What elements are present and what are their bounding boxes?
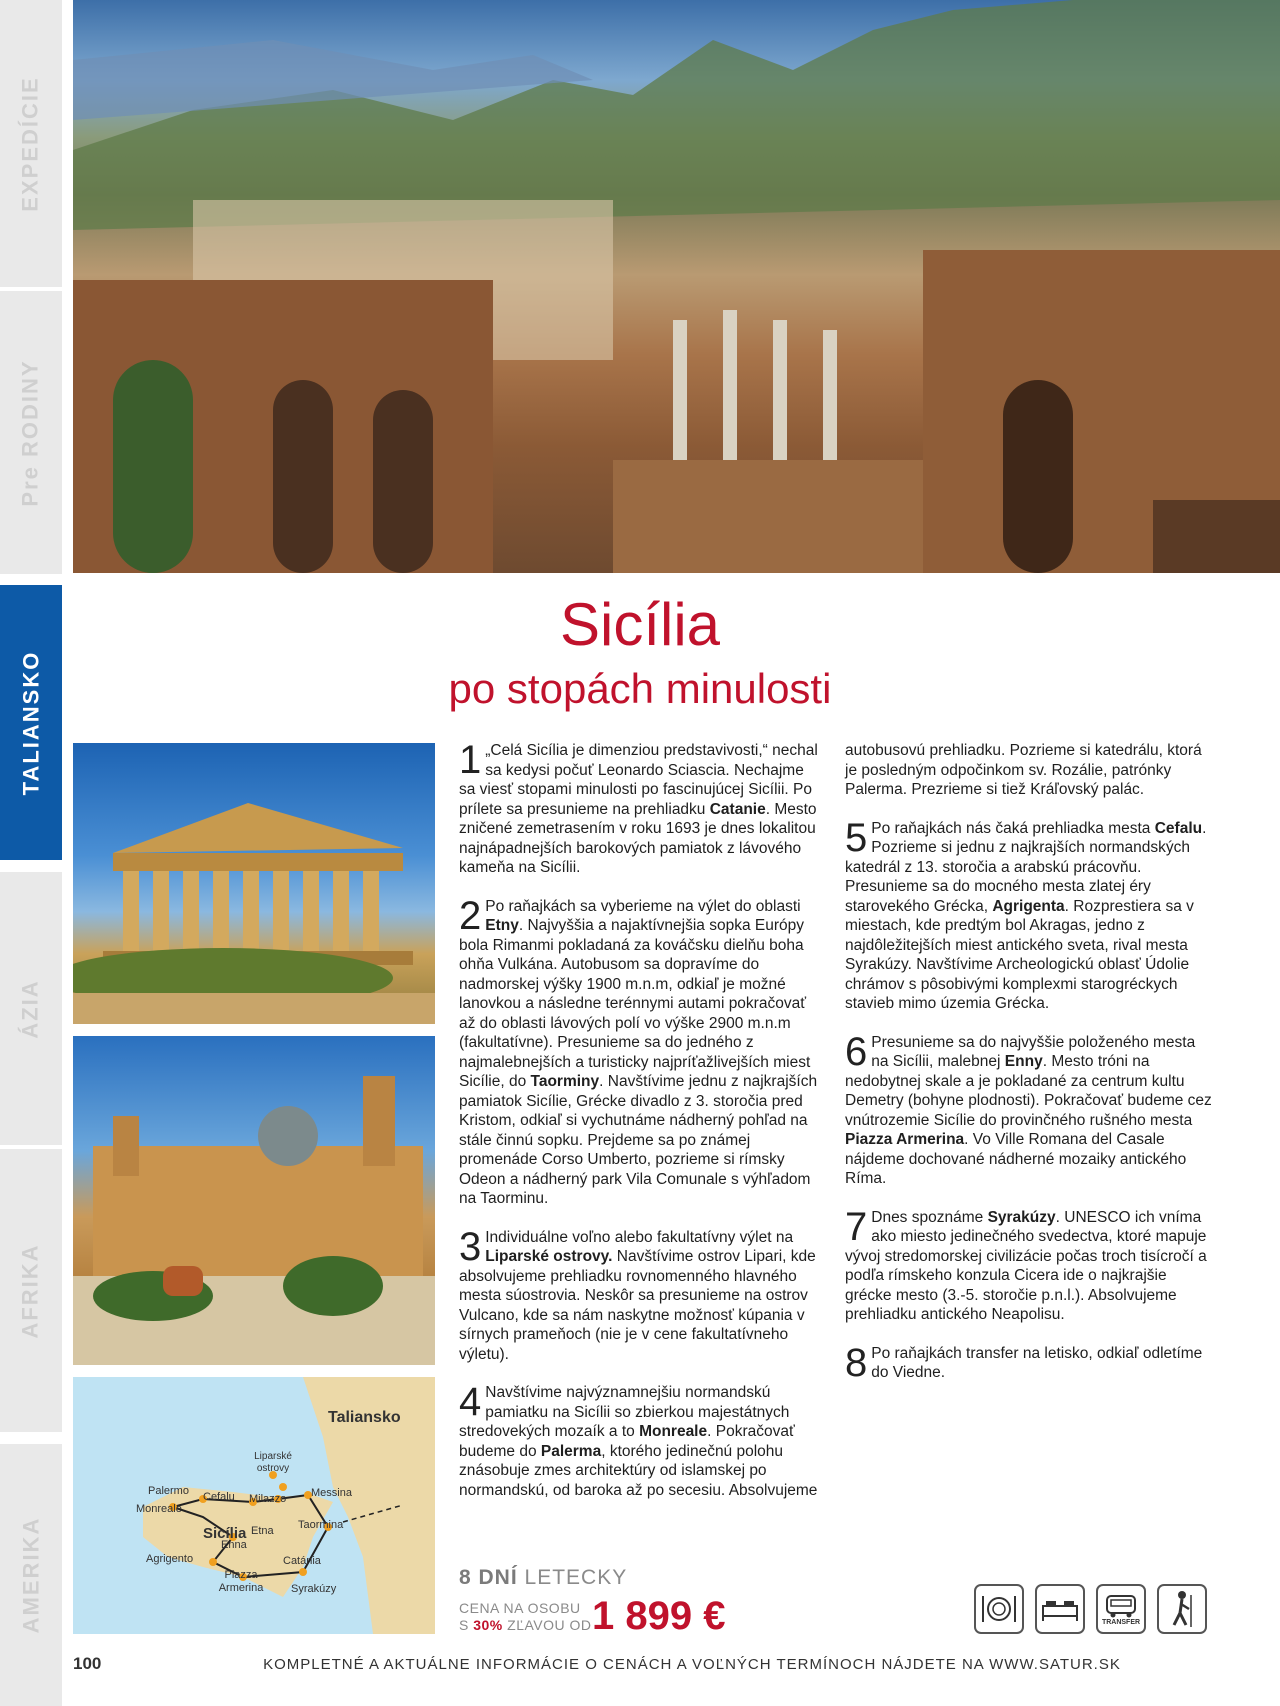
page-subtitle: po stopách minulosti (448, 665, 832, 712)
map-label-milazzo: Milazzo (249, 1493, 287, 1505)
hiking-icon (1157, 1584, 1207, 1634)
photo-agrigento-temple (73, 743, 435, 1024)
itinerary-column-1 (459, 738, 821, 1519)
transfer-bus-icon: TRANSFER (1096, 1584, 1146, 1634)
itinerary-day: 2 Po raňajkách sa vyberieme na výlet do oblasti Etny. Najvyššia a najaktívnejšia sopka Európy bola Rimanmi pokladaná za kováčsku dielňu boha ohňa Vulkána. Autobusom sa dopravíme do nadmorskej výšky 1900 m.n.m, odkiaľ je možné lanovkou a následne terénnymi autami pokračovať až do oblasti lávových polí vo výške 2900 m.n.m (fakultatívne). Presunieme sa do jedného z najmalebnejších a turisticky najpríťažlivejších miest Sicílie, do Taorminy. Navštívime jednu z najkrajších pamiatok Sicílie, Grécke divadlo z 3. storočia pred Kristom, odkiaľ si vychutnáme nádherný pohľad na stále činnú sopku. Prejdeme sa po známej promenáde Corso Umberto, pozrieme si rímsky Odeon a nádherný park Vila Comunale s výhľadom na Taorminu. (459, 893, 818, 1207)
footer-info: KOMPLETNÉ A AKTUÁLNE INFORMÁCIE O CENÁCH A VOĽNÝCH TERMÍNOCH NÁJDETE NA WWW.SATUR.SK (263, 1656, 1121, 1673)
price-amount: 1 899 € (592, 1594, 726, 1638)
day-number: 4 (459, 1380, 482, 1424)
trip-duration: 8 DNÍ LETECKY (459, 1566, 628, 1589)
route-map (73, 1377, 435, 1634)
tab-azia[interactable]: ÁZIA (0, 872, 62, 1145)
tab-taliansko[interactable]: TALIANSKO (0, 585, 62, 860)
map-label-island: Sicília (203, 1525, 247, 1542)
tab-pre-rodiny[interactable]: Pre RODINY (0, 291, 62, 574)
map-label-catania: Catánia (283, 1555, 321, 1567)
itinerary-day: 4 Navštívime najvýznamnejšiu normandskú pamiatku na Sicílii so zbierkou majestátnych stredovekých mozaík a to Monreale. Pokračovať budeme do Palerma, ktorého jedinečnú polohu znásobuje zmes architektúry od islamskej po normandskú, od baroka až po secesiu. Absolvujeme (459, 1380, 818, 1499)
page-number: 100 (73, 1654, 102, 1673)
itinerary-day: 3 Individuálne voľno alebo fakultatívny výlet na Liparské ostrovy. Navštívime ostrov Lipari, kde absolvujeme prehliadku rovnomenného hlavného mesta súostrovia. Neskôr sa presunieme na ostrov Vulcano, kde sa nám naskytne možnosť kúpania v sírnych prameňoch (nie je v cene fakultatívneho výletu). (459, 1224, 816, 1363)
amenity-icons (974, 1584, 1207, 1634)
map-label-country: Taliansko (328, 1409, 401, 1426)
map-label-lipari: Liparské ostrovy (254, 1451, 292, 1474)
price-label: CENA NA OSOBU S 30% ZĽAVOU OD (459, 1600, 592, 1633)
map-label-agrigento: Agrigento (146, 1553, 194, 1565)
page-title: Sicília (559, 591, 721, 658)
day-number: 8 (845, 1340, 868, 1385)
itinerary-column-2 (845, 741, 1215, 1402)
map-label-messina: Messina (311, 1487, 352, 1499)
day-number: 2 (459, 893, 482, 938)
map-label-etna: Etna (251, 1525, 274, 1537)
meals-icon (974, 1584, 1024, 1634)
itinerary-day: 7 Dnes spoznáme Syrakúzy. UNESCO ich vníma ako miesto jedinečného svedectva, ktoré mapuje vývoj stredomorskej civilizácie počas troch tisícročí a podľa rímskeho konzula Cicera ide o najkrajšie grécke mesto (3.-5. storočie p.n.l.). Absolvujeme prehliadku antického Neapolisu. (845, 1204, 1207, 1323)
photo-palermo-cathedral (73, 1036, 435, 1365)
map-label-palermo: Palermo (148, 1485, 189, 1497)
tab-amerika[interactable]: AMERIKA (0, 1444, 62, 1706)
tab-expedicie[interactable]: EXPEDÍCIE (0, 0, 62, 287)
day-number: 5 (845, 815, 868, 860)
map-label-syrakuzy: Syrakúzy (291, 1583, 337, 1595)
map-label-monreale: Monreale (136, 1503, 182, 1515)
day-number: 3 (459, 1224, 482, 1269)
itinerary-day: 1 „Celá Sicília je dimenziou predstavivosti,“ nechal sa kedysi počuť Leonardo Sciascia. Nechajme sa viesť stopami minulosti po fascinujúcej Sicílii. Po prílete sa presunieme na prehliadku Catanie. Mesto zničené zemetrasením v roku 1693 je dnes lokalitou najnápadnejších barokových pamiatok z lávového kameňa na Sicílii. (459, 738, 818, 876)
itinerary-day: 8 Po raňajkách transfer na letisko, odkiaľ odletíme do Viedne. (845, 1340, 1203, 1385)
map-label-cefalu: Cefalu (203, 1491, 235, 1503)
itinerary-day: 5 Po raňajkách nás čaká prehliadka mesta Cefalu. Pozrieme si jednu z najkrajších normandských katedrál z 13. storočia a arabskú prácovňu. Presunieme sa do mocného mesta zlatej éry starovekého Grécka, Agrigenta. Rozprestiera sa v miestach, kde predtým bol Akragas, jedno z najdôležitejších miest antického sveta, rival mesta Syrakúzy. Navštívime Archeologickú oblasť Údolie chrámov s pôsobivými komplexmi starogréckych stavieb mimo územia Grécka. (845, 815, 1207, 1012)
tab-afrika[interactable]: AFRIKA (0, 1149, 62, 1432)
day-number: 1 (459, 738, 482, 782)
map-label-piazza-armerina: Piazza Armerina (218, 1569, 264, 1594)
itinerary-continuation: autobusovú prehliadku. Pozrieme si katedrálu, ktorá je posledným odpočinkom sv. Rozálie, patrónky Palerma. Prezrieme si tiež Kráľovský palác. (845, 742, 1202, 798)
map-label-enna: Enna (221, 1539, 247, 1551)
hero-photo-taormina-theatre (73, 0, 1280, 573)
map-label-taormina: Taormina (298, 1519, 344, 1531)
side-navigation (0, 0, 62, 1706)
itinerary-day: 6 Presunieme sa do najvyššie položeného mesta na Sicílii, malebnej Enny. Mesto tróni na nedobytnej skale a je pokladané za centrum kultu Demetry (bohyne plodnosti). Pokračovať budeme cez vnútrozemie Sicílie do provinčného rušného mesta Piazza Armerina. Vo Ville Romana del Casale nájdeme dochované nádherné mozaiky antického Ríma. (845, 1029, 1212, 1187)
bed-icon (1035, 1584, 1085, 1634)
day-number: 7 (845, 1204, 868, 1249)
day-number: 6 (845, 1029, 868, 1074)
